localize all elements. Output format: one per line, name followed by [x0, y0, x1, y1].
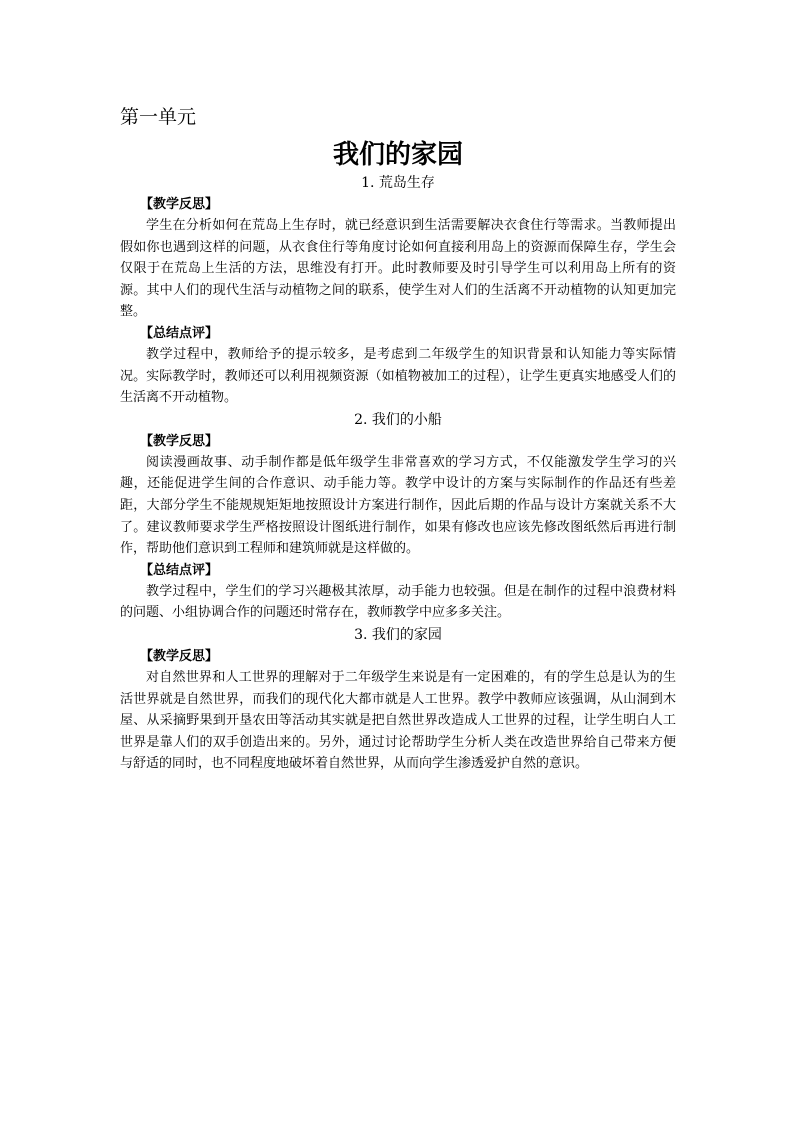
page-title: 我们的家园 — [332, 140, 463, 170]
reflection-label: 【教学反思】 — [140, 197, 219, 212]
reflection-label: 【教学反思】 — [140, 433, 219, 449]
summary-label: 【总结点评】 — [140, 562, 219, 578]
lesson-heading: 1. 荒岛生存 — [361, 175, 435, 191]
reflection-paragraph: 阅读漫画故事、动手制作都是低年级学生非常喜欢的学习方式，不仅能激发学生学习的兴趣，还能促进学生间的合作意识、动手能力等。教学中设计的方案与实际制作的作品还有些差距，大部分学生不能规规矩矩地按照设计方案进行制作，因此后期的作品与设计方案就关系不大了。建议教师要求学生严格按照设计图纸进行制作，如果有修改也应该先修改图纸然后再进行制作，帮助他们意识到工程师和建筑师就是这样做的。 — [120, 454, 676, 557]
document-body — [120, 104, 676, 775]
lesson-heading: 2. 我们的小船 — [354, 411, 442, 428]
summary-paragraph: 教学过程中，教师给予的提示较多，是考虑到二年级学生的知识背景和认知能力等实际情况。实际教学时，教师还可以利用视频资源（如植物被加工的过程），让学生更真实地感受人们的生活离不开动植物。 — [120, 346, 676, 406]
lesson-heading: 3. 我们的家园 — [354, 626, 442, 643]
summary-label: 【总结点评】 — [140, 325, 219, 341]
lesson-section-1 — [120, 172, 676, 409]
reflection-label: 【教学反思】 — [140, 648, 219, 664]
summary-paragraph: 教学过程中，学生们的学习兴趣极其浓厚，动手能力也较强。但是在制作的过程中浪费材料的问题、小组协调合作的问题还时常存在，教师教学中应多多关注。 — [120, 583, 676, 621]
unit-heading: 第一单元 — [120, 106, 197, 128]
lesson-section-3 — [120, 624, 676, 775]
reflection-paragraph: 对自然世界和人工世界的理解对于二年级学生来说是有一定困难的，有的学生总是认为的生活世界就是自然世界，而我们的现代化大都市就是人工世界。教学中教师应该强调，从山洞到木屋、从采摘野果到开垦农田等活动其实就是把自然世界改造成人工世界的过程，让学生明白人工世界是靠人们的双手创造出来的。另外，通过讨论帮助学生分析人类在改造世界给自己带来方便与舒适的同时，也不同程度地破坏着自然世界，从而向学生渗透爱护自然的意识。 — [120, 669, 676, 772]
lesson-section-2 — [120, 409, 676, 624]
reflection-paragraph: 学生在分析如何在荒岛上生存时，就已经意识到生活需要解决衣食住行等需求。当教师提出假如你也遇到这样的问题，从衣食住行等角度讨论如何直接利用岛上的资源而保障生存，学生会仅限于在荒岛上生活的方法，思维没有打开。此时教师要及时引导学生可以利用岛上所有的资源。其中人们的现代生活与动植物之间的联系，使学生对人们的生活离不开动植物的认知更加完整。 — [120, 218, 676, 320]
